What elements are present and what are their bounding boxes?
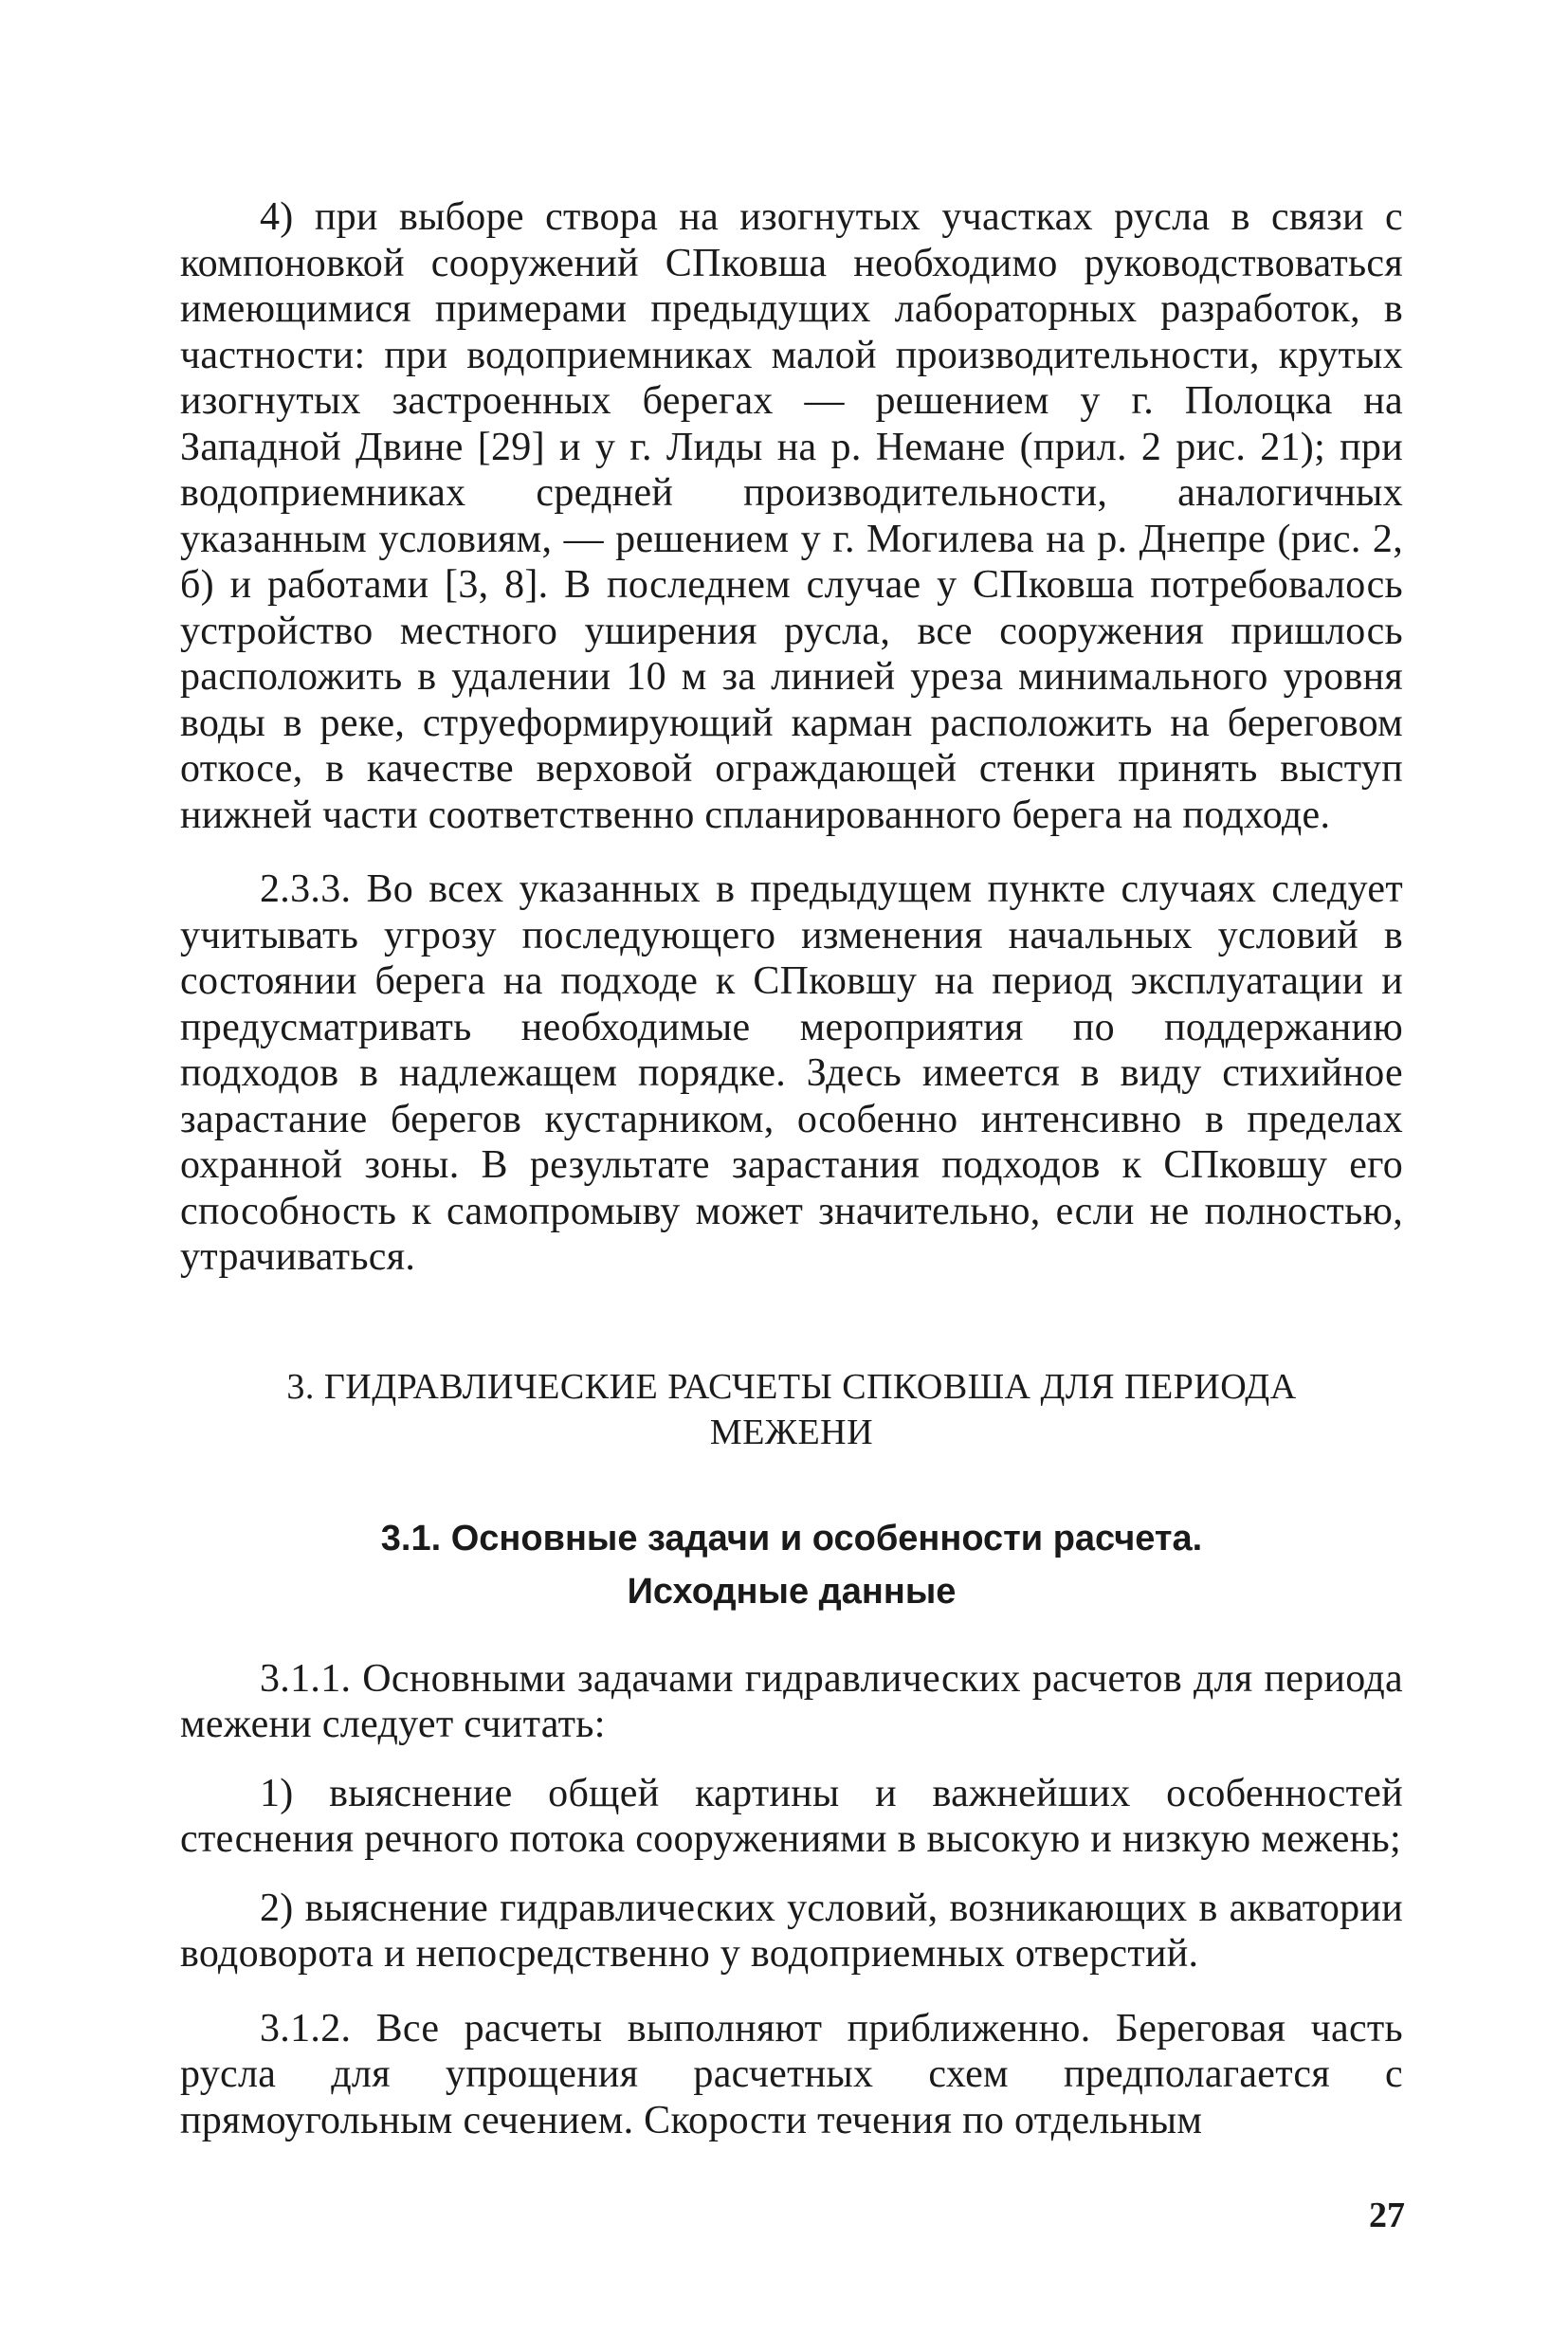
- page-number: 27: [1369, 2196, 1405, 2235]
- paragraph-item-4: 4) при выборе створа на изогнутых участках русла в связи с компоновкой сооружений СПковша необходимо руководствоваться имеющимися примерами предыдущих лабораторных разработок, в частности: при водоприемниках малой производительности, крутых изогнутых застроенных берегах — решением у г. Полоцка на Западной Двине [29] и у г. Лиды на р. Немане (прил. 2 рис. 21); при водоприемниках средней производительности, аналогичных указанным условиям, — решением у г. Могилева на р. Днепре (рис. 2, б) и работами [3, 8]. В последнем случае у СПковша потребовалось устройство местного уширения русла, все сооружения пришлось расположить в удалении 10 м за линией уреза минимального уровня воды в реке, струеформирующий карман расположить на береговом откосе, в качестве верховой ограждающей стенки принять выступ нижней части соответственно спланированного берега на подходе.: [180, 195, 1403, 837]
- section-heading-line-1: 3. ГИДРАВЛИЧЕСКИЕ РАСЧЕТЫ СПКОВША ДЛЯ ПЕРИОДА: [286, 1366, 1297, 1407]
- list-item-2: 2) выяснение гидравлических условий, возникающих в акватории водоворота и непосредственно у водоприемных отверстий.: [180, 1886, 1403, 1976]
- paragraph-2-3-3: 2.3.3. Во всех указанных в предыдущем пункте случаях следует учитывать угрозу последующего изменения начальных условий в состоянии берега на подходе к СПковшу на период эксплуатации и предусматривать необходимые мероприятия по поддержанию подходов в надлежащем порядке. Здесь имеется в виду стихийное зарастание берегов кустарником, особенно интенсивно в пределах охранной зоны. В результате зарастания подходов к СПковшу его способность к самопромыву может значительно, если не полностью, утрачиваться.: [180, 867, 1403, 1279]
- paragraph-3-1-2: 3.1.2. Все расчеты выполняют приближенно. Береговая часть русла для упрощения расчетных схем предполагается с прямоугольным сечением. Скорости течения по отдельным: [180, 2006, 1403, 2142]
- list-item-1: 1) выяснение общей картины и важнейших особенностей стеснения речного потока сооружениями в высокую и низкую межень;: [180, 1771, 1403, 1861]
- subsection-heading-3-1: [180, 1512, 1403, 1618]
- section-heading-line-2: МЕЖЕНИ: [709, 1412, 874, 1452]
- subsection-heading-line-2: Исходные данные: [627, 1571, 957, 1612]
- section-heading-3: [180, 1364, 1403, 1455]
- paragraph-3-1-1: 3.1.1. Основными задачами гидравлических расчетов для периода межени следует считать:: [180, 1656, 1403, 1746]
- page-body: [180, 194, 1403, 2143]
- subsection-heading-line-1: 3.1. Основные задачи и особенности расчета.: [380, 1518, 1203, 1558]
